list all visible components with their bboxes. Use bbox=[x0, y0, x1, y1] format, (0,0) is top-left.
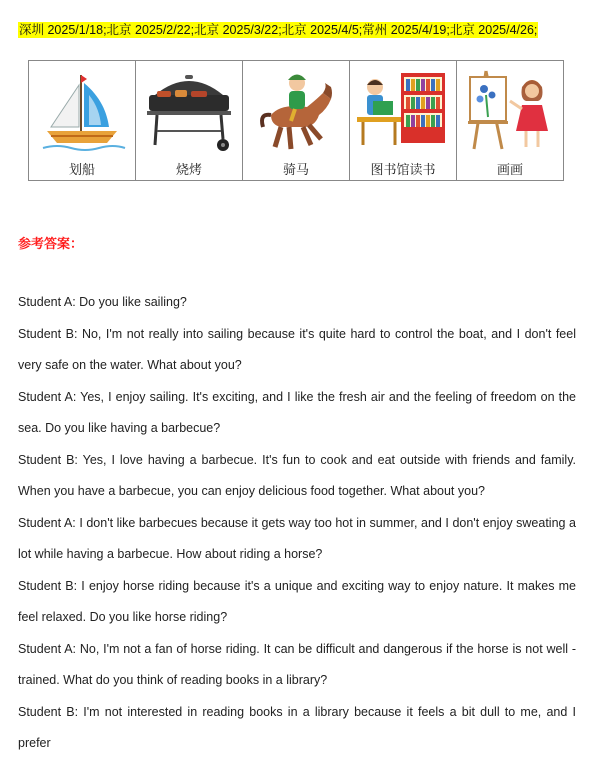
sailboat-icon bbox=[37, 65, 127, 155]
activity-label: 图书馆读书 bbox=[370, 163, 436, 178]
dialogue-line: Student A: Do you like sailing? bbox=[18, 295, 187, 309]
barbecue-grill-icon bbox=[141, 65, 237, 155]
dialogue-line: Student A: Yes, I enjoy sailing. It's exciting, and I like the fresh air and the feeling of freedom on the sea. Do you like having a barbecue? bbox=[18, 389, 576, 435]
dialogue-line: Student B: I enjoy horse riding because it's a unique and exciting way to enjoy nature. It makes me feel relaxed. Do you like horse riding? bbox=[18, 578, 576, 624]
activity-picture-table bbox=[28, 60, 564, 181]
dialogue-line: Student A: I don't like barbecues because it gets way too hot in summer, and I don't enjoy sweating a lot while having a barbecue. How about riding a horse? bbox=[18, 515, 576, 561]
reference-answer-title: 参考答案： bbox=[18, 236, 84, 251]
activity-label: 骑马 bbox=[282, 163, 309, 178]
activity-cell-horse-riding bbox=[243, 61, 350, 180]
dialogue-line: Student A: No, I'm not a fan of horse riding. It can be difficult and dangerous if the horse is not well - trained. What do you think of reading books in a library? bbox=[18, 641, 576, 687]
painting-icon bbox=[462, 65, 558, 155]
dialogue-text bbox=[18, 287, 576, 760]
activity-cell-barbecue bbox=[136, 61, 243, 180]
activity-cell-sailing bbox=[29, 61, 136, 180]
activity-label: 划船 bbox=[68, 163, 95, 178]
library-reading-icon bbox=[355, 65, 451, 155]
horse-riding-icon bbox=[251, 65, 341, 155]
dialogue-line: Student B: No, I'm not really into sailing because it's quite hard to control the boat, and I don't feel very safe on the water. What about you? bbox=[18, 326, 576, 372]
activity-label: 烧烤 bbox=[175, 163, 202, 178]
dialogue-line: Student B: I'm not interested in reading books in a library because it feels a bit dull to me, and I prefer bbox=[18, 704, 576, 750]
activity-cell-painting bbox=[457, 61, 563, 180]
dialogue-line: Student B: Yes, I love having a barbecue. It's fun to cook and eat outside with friends and family. When you have a barbecue, you can enjoy delicious food together. What about you? bbox=[18, 452, 576, 498]
activity-cell-library-reading bbox=[350, 61, 457, 180]
dates-header: 深圳 2025/1/18;北京 2025/2/22;北京 2025/3/22;北京 2025/4/5;常州 2025/4/19;北京 2025/4/26; bbox=[19, 23, 538, 37]
activity-label: 画画 bbox=[496, 163, 523, 178]
